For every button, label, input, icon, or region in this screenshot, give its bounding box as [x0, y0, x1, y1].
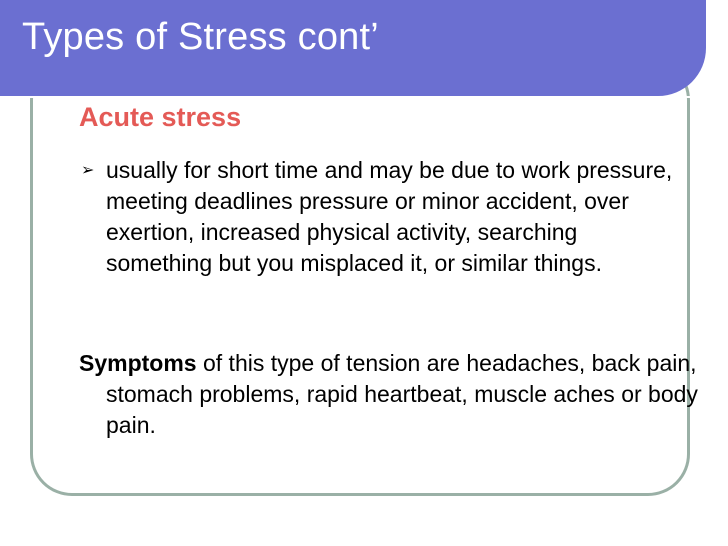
subheading-acute-stress: Acute stress	[79, 102, 242, 132]
slide-title: Types of Stress cont’	[22, 16, 379, 58]
symptoms-label: Symptoms	[79, 350, 197, 376]
symptoms-text: of this type of tension are headaches, back pain, stomach problems, rapid heartbeat, muscle aches or body pain.	[106, 350, 698, 438]
arrow-bullet-icon: ➢	[81, 162, 95, 179]
bullet-list	[79, 155, 689, 279]
symptoms-paragraph	[79, 348, 706, 441]
title-divider	[0, 96, 690, 98]
bullet-text: usually for short time and may be due to work pressure, meeting deadlines pressure or minor accident, over exertion, increased physical activity, searching something but you misplaced it, or similar things.	[106, 157, 673, 276]
list-item	[79, 155, 689, 279]
